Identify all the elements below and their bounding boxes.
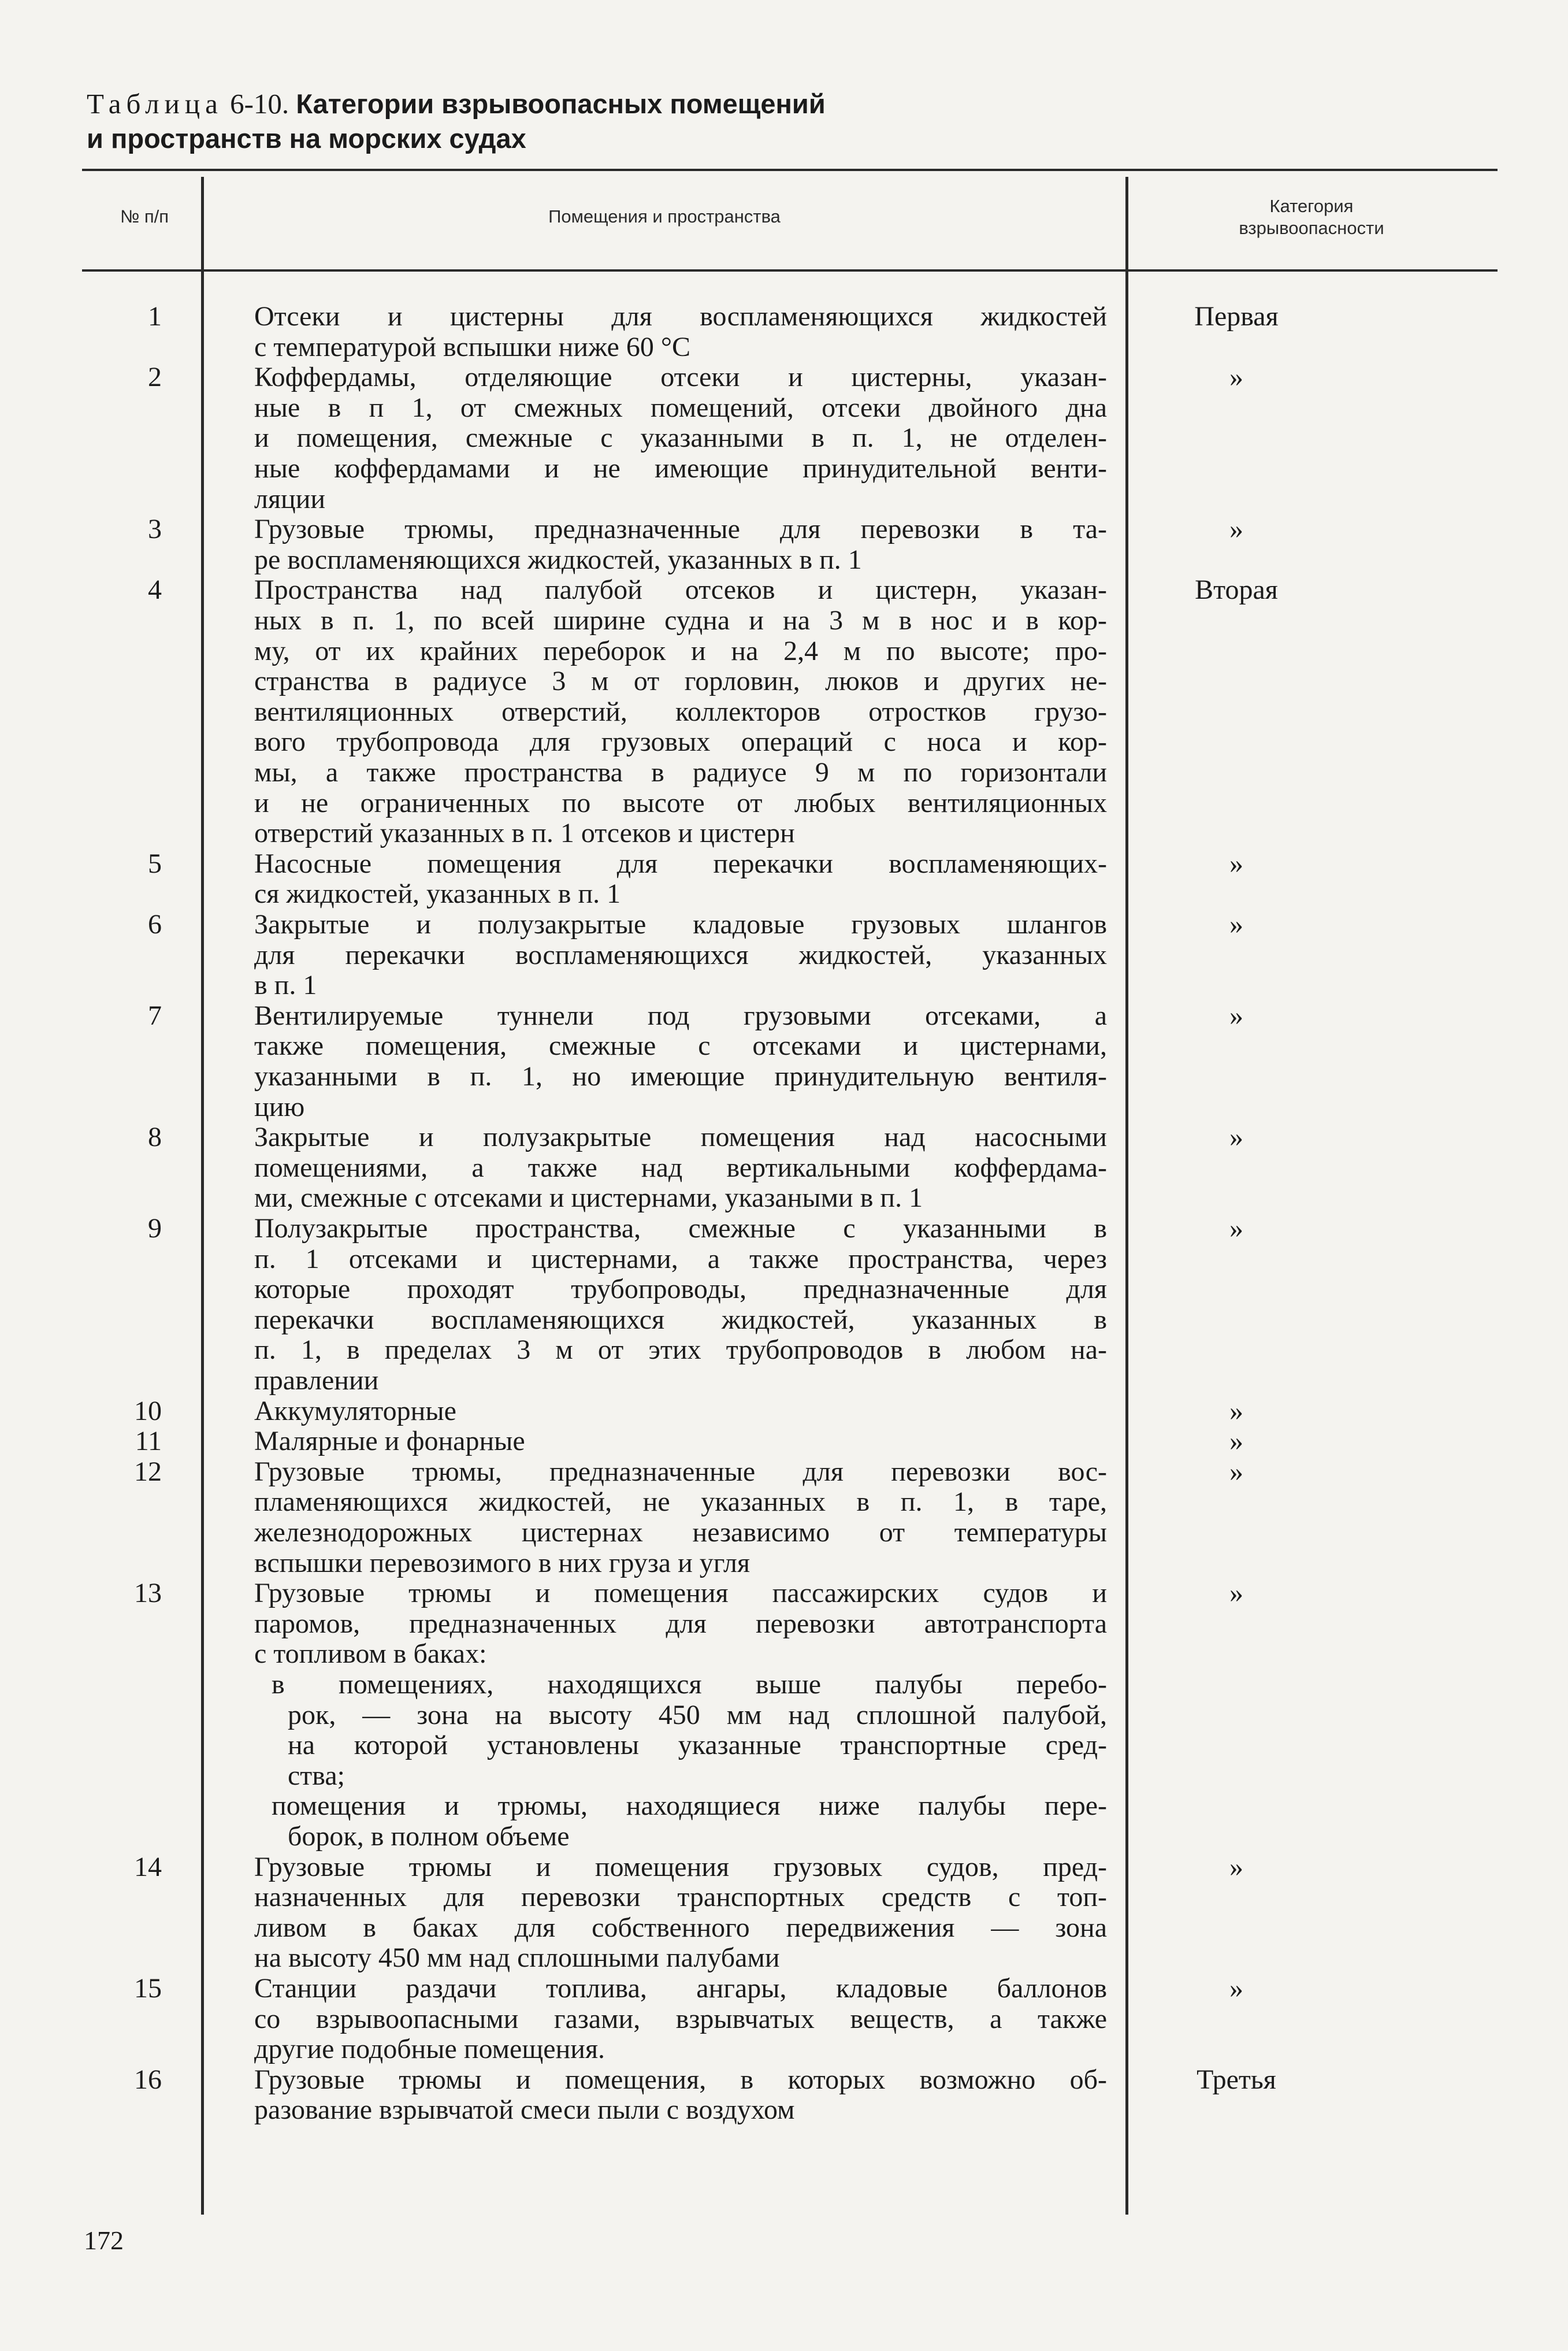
row-description [254, 1426, 1107, 1457]
row-number: 15 [134, 1973, 162, 2004]
description-line: цию [254, 1091, 305, 1122]
page-number: 172 [84, 2226, 124, 2255]
row-number: 16 [134, 2064, 162, 2095]
row-description [254, 575, 1107, 848]
row-number: 7 [148, 1000, 162, 1031]
description-line: мы, а также пространства в радиусе 9 м по горизонтали [254, 757, 1107, 788]
row-description [254, 2065, 1107, 2126]
description-line: Грузовые трюмы и помещения грузовых судов, пред- [254, 1851, 1107, 1882]
table-caption [87, 87, 1358, 156]
row-number: 2 [148, 362, 162, 393]
row-number: 12 [134, 1456, 162, 1487]
description-line: на которой установлены указанные транспортные сред- [288, 1730, 1107, 1761]
row-category: Третья [1197, 2064, 1276, 2095]
row-category: » [1229, 1973, 1243, 2004]
description-line: вого трубопровода для грузовых операций с носа и кор- [254, 726, 1107, 758]
description-line: разование взрывчатой смеси пыли с воздухом [254, 2094, 795, 2126]
description-line: п. 1, в пределах 3 м от этих трубопроводов в любом на- [254, 1334, 1107, 1366]
description-line: Полузакрытые пространства, смежные с указанными в [254, 1213, 1107, 1244]
description-line: Грузовые трюмы, предназначенные для перевозки в та- [254, 514, 1107, 545]
row-description [254, 514, 1107, 575]
column-divider-left [201, 177, 204, 2215]
row-category: » [1229, 1426, 1243, 1457]
description-line: ся жидкостей, указанных в п. 1 [254, 878, 621, 910]
row-number: 9 [148, 1213, 162, 1244]
row-category: » [1229, 1456, 1243, 1487]
column-divider-right [1125, 177, 1128, 2215]
header-spaces: Помещения и пространства [548, 206, 781, 227]
header-number: № п/п [120, 206, 169, 227]
description-line: Грузовые трюмы и помещения пассажирских судов и [254, 1578, 1107, 1609]
description-line: правлении [254, 1364, 379, 1396]
description-line: Коффердамы, отделяющие отсеки и цистерны, указан- [254, 362, 1107, 393]
description-line: борок, в полном объеме [288, 1820, 570, 1852]
description-line: вентиляционных отверстий, коллекторов отростков грузо- [254, 696, 1107, 727]
description-line: Отсеки и цистерны для воспламеняющихся жидкостей [254, 301, 1107, 332]
row-description [254, 1214, 1107, 1396]
description-line: и не ограниченных по высоте от любых вентиляционных [254, 787, 1107, 818]
description-line: на высоту 450 мм над сплошными палубами [254, 1942, 780, 1974]
row-number: 13 [134, 1578, 162, 1609]
description-line: вспышки перевозимого в них груза и угля [254, 1547, 750, 1578]
row-number: 6 [148, 909, 162, 940]
description-line: ные коффердамами и не имеющие принудительной венти- [254, 453, 1107, 484]
row-number: 3 [148, 514, 162, 545]
description-line: рок, — зона на высоту 450 мм над сплошной палубой, [288, 1699, 1107, 1730]
row-description [254, 362, 1107, 514]
row-description [254, 302, 1107, 362]
row-number: 10 [134, 1395, 162, 1426]
description-line: отверстий указанных в п. 1 отсеков и цистерн [254, 818, 795, 849]
row-category: Вторая [1195, 574, 1278, 606]
description-line: с топливом в баках: [254, 1638, 487, 1670]
description-line: Вентилируемые туннели под грузовыми отсеками, а [254, 1000, 1107, 1031]
description-line: с температурой вспышки ниже 60 °С [254, 331, 691, 362]
description-line: ляции [254, 483, 326, 514]
caption-line-1 [87, 87, 1358, 121]
description-line: ные в п 1, от смежных помещений, отсеки двойного дна [254, 392, 1107, 423]
caption-number: 6-10. [230, 88, 289, 120]
row-description [254, 1852, 1107, 1974]
row-description [254, 849, 1107, 910]
row-category: » [1229, 1851, 1243, 1882]
description-line: пламеняющихся жидкостей, не указанных в п. 1, в таре, [254, 1486, 1107, 1518]
row-number: 11 [135, 1426, 162, 1457]
row-description [254, 1396, 1107, 1427]
row-category: » [1229, 848, 1243, 879]
caption-title-line-2: и пространств на морских судах [87, 123, 526, 154]
description-line: в п. 1 [254, 970, 317, 1001]
row-category: » [1229, 514, 1243, 545]
description-line: ных в п. 1, по всей ширине судна и на 3 м в нос и в кор- [254, 605, 1107, 636]
row-number: 4 [148, 574, 162, 606]
description-line: которые проходят трубопроводы, предназначенные для [254, 1274, 1107, 1305]
row-category: » [1229, 1213, 1243, 1244]
description-line: Закрытые и полузакрытые кладовые грузовых шлангов [254, 909, 1107, 940]
row-number: 14 [134, 1851, 162, 1882]
header-category-line-2: взрывоопасности [1239, 218, 1384, 238]
description-line: со взрывоопасными газами, взрывчатых веществ, а также [254, 2003, 1107, 2034]
header-bottom-rule [82, 269, 1498, 272]
row-number: 1 [148, 301, 162, 332]
caption-title-line-1: Категории взрывоопасных помещений [296, 88, 826, 119]
header-category [1127, 195, 1496, 239]
row-description [254, 910, 1107, 1001]
description-line: п. 1 отсеками и цистернами, а также пространства, через [254, 1243, 1107, 1274]
description-line: Грузовые трюмы, предназначенные для перевозки вос- [254, 1456, 1107, 1487]
description-line: для перекачки воспламеняющихся жидкостей, указанных [254, 939, 1107, 970]
description-line: также помещения, смежные с отсеками и цистернами, [254, 1030, 1107, 1062]
description-line: ливом в баках для собственного передвижения — зона [254, 1912, 1107, 1943]
row-category: » [1229, 1122, 1243, 1153]
description-line: другие подобные помещения. [254, 2034, 605, 2065]
description-line: железнодорожных цистернах независимо от температуры [254, 1516, 1107, 1548]
description-line: перекачки воспламеняющихся жидкостей, указанных в [254, 1304, 1107, 1335]
row-category: » [1229, 1395, 1243, 1426]
description-line: Пространства над палубой отсеков и цистерн, указан- [254, 574, 1107, 606]
description-line: назначенных для перевозки транспортных средств с топ- [254, 1882, 1107, 1913]
description-line: и помещения, смежные с указанными в п. 1, не отделен- [254, 422, 1107, 454]
row-number: 5 [148, 848, 162, 879]
row-category: » [1229, 362, 1243, 393]
table-top-rule [82, 169, 1498, 171]
row-category: » [1229, 1578, 1243, 1609]
description-line: Малярные и фонарные [254, 1426, 525, 1457]
row-category: Первая [1194, 301, 1279, 332]
description-line: Станции раздачи топлива, ангары, кладовые баллонов [254, 1973, 1107, 2004]
description-line: Аккумуляторные [254, 1395, 456, 1426]
description-line: ми, смежные с отсеками и цистернами, указаными в п. 1 [254, 1182, 923, 1214]
row-description [254, 1974, 1107, 2065]
description-line: паромов, предназначенных для перевозки автотранспорта [254, 1608, 1107, 1639]
description-line: указанными в п. 1, но имеющие принудительную вентиля- [254, 1060, 1107, 1092]
description-line: ства; [288, 1760, 345, 1791]
row-number: 8 [148, 1122, 162, 1153]
caption-label: Таблица [87, 88, 223, 120]
description-line: в помещениях, находящихся выше палубы перебо- [272, 1668, 1107, 1700]
description-line: ре воспламеняющихся жидкостей, указанных в п. 1 [254, 544, 862, 575]
row-description [254, 1578, 1107, 1852]
description-line: помещения и трюмы, находящиеся ниже палубы пере- [272, 1790, 1107, 1822]
description-line: му, от их крайних переборок и на 2,4 м по высоте; про- [254, 635, 1107, 666]
description-line: Грузовые трюмы и помещения, в которых возможно об- [254, 2064, 1107, 2095]
header-category-line-1: Категория [1269, 196, 1354, 216]
row-description [254, 1457, 1107, 1578]
description-line: Насосные помещения для перекачки воспламеняющих- [254, 848, 1107, 879]
description-line: странства в радиусе 3 м от горловин, люков и других не- [254, 666, 1107, 697]
row-category: » [1229, 1000, 1243, 1031]
description-line: Закрытые и полузакрытые помещения над насосными [254, 1122, 1107, 1153]
row-category: » [1229, 909, 1243, 940]
row-description [254, 1001, 1107, 1122]
description-line: помещениями, а также над вертикальными коффердама- [254, 1152, 1107, 1183]
row-description [254, 1122, 1107, 1214]
